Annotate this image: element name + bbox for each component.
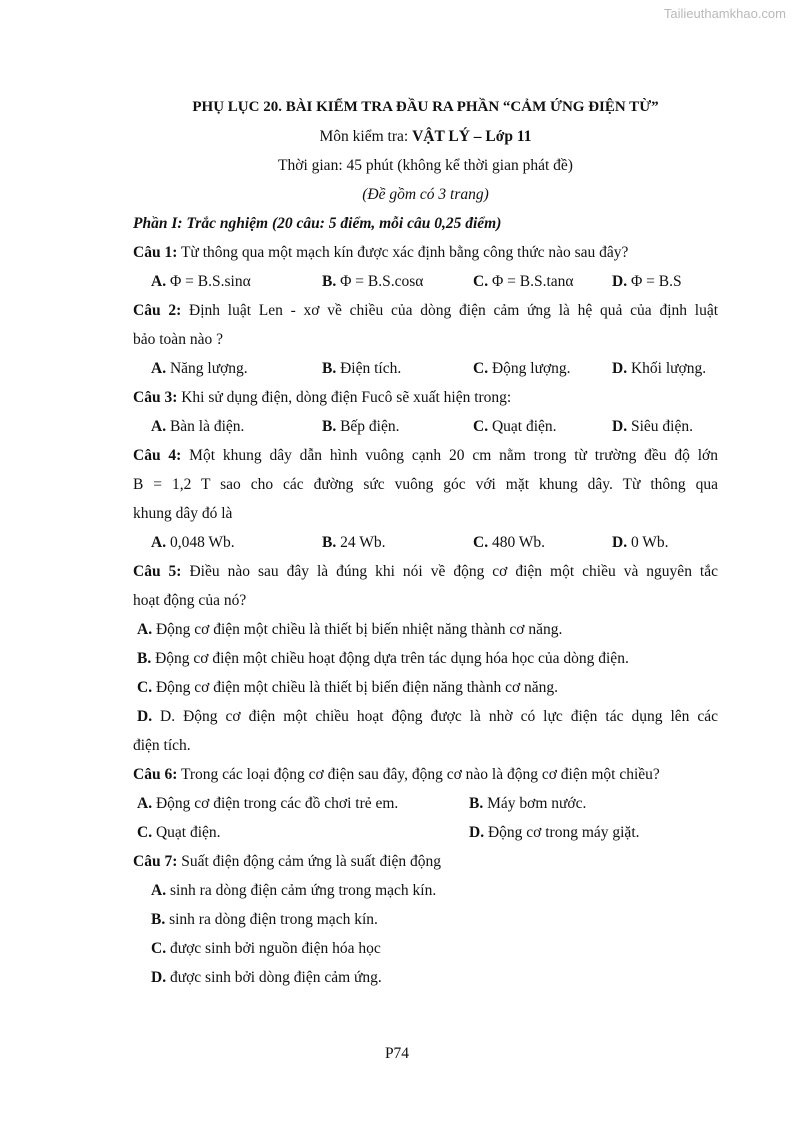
pages-note: (Đề gồm có 3 trang) xyxy=(362,186,489,203)
option-d: D. Φ = B.S xyxy=(612,273,682,290)
option-b: B. Điện tích. xyxy=(322,360,402,377)
question-text: Từ thông qua một mạch kín được xác định bằng công thức nào sau đây? xyxy=(177,244,629,261)
option-c: C. Quạt điện. xyxy=(137,824,221,841)
question-7 xyxy=(133,847,718,876)
question-4-continued: B = 1,2 T sao cho các đường sức vuông góc với mặt khung dây. Từ thông qua xyxy=(133,476,718,493)
question-label: Câu 7: xyxy=(133,853,178,870)
question-6-options-row-2 xyxy=(133,818,718,847)
page-number: P74 xyxy=(384,1045,410,1062)
subject-line xyxy=(133,122,718,151)
question-text: Suất điện động cảm ứng là suất điện động xyxy=(177,853,442,870)
question-6 xyxy=(133,760,718,789)
option-a: A. Động cơ điện một chiều là thiết bị biến nhiệt năng thành cơ năng. xyxy=(137,621,563,638)
option-a: A. Năng lượng. xyxy=(151,360,248,377)
option-a: A. Φ = B.S.sinα xyxy=(151,273,251,290)
document-title: PHỤ LỤC 20. BÀI KIỂM TRA ĐẦU RA PHẦN “CẢM ỨNG ĐIỆN TỪ” xyxy=(192,99,659,115)
question-4 xyxy=(133,441,718,470)
option-d: D. Siêu điện. xyxy=(612,418,693,435)
question-6-options-row-1 xyxy=(133,789,718,818)
question-text: Định luật Len - xơ về chiều của dòng điện cảm ứng là hệ quả của định luật xyxy=(181,302,719,319)
question-4-continued-2: khung dây đó là xyxy=(133,505,233,522)
option-d-continued: điện tích. xyxy=(133,737,191,754)
question-1-options xyxy=(133,267,718,296)
question-label: Câu 6: xyxy=(133,766,178,783)
option-c: C. Động cơ điện một chiều là thiết bị biến điện năng thành cơ năng. xyxy=(137,679,559,696)
watermark: Tailieuthamkhao.com xyxy=(663,6,786,21)
question-label: Câu 3: xyxy=(133,389,178,406)
option-a: A. sinh ra dòng điện cảm ứng trong mạch kín. xyxy=(151,882,437,899)
question-text: Trong các loại động cơ điện sau đây, động cơ nào là động cơ điện một chiều? xyxy=(177,766,660,783)
question-5-continued: hoạt động của nó? xyxy=(133,592,247,609)
section-heading: Phần I: Trắc nghiệm (20 câu: 5 điểm, mỗi câu 0,25 điểm) xyxy=(133,215,502,232)
option-c: C. 480 Wb. xyxy=(473,534,546,551)
option-d: D. D. Động cơ điện một chiều hoạt động được là nhờ có lực điện tác dụng lên các xyxy=(137,708,718,725)
option-c: C. được sinh bởi nguồn điện hóa học xyxy=(151,940,381,957)
option-d: D. 0 Wb. xyxy=(612,534,669,551)
question-label: Câu 2: xyxy=(133,302,182,319)
subject-name: VẬT LÝ – Lớp 11 xyxy=(412,128,532,145)
option-c: C. Quạt điện. xyxy=(473,418,557,435)
question-text: Một khung dây dẫn hình vuông cạnh 20 cm nằm trong từ trường đều độ lớn xyxy=(181,447,718,464)
question-2-options xyxy=(133,354,718,383)
time-line: Thời gian: 45 phút (không kể thời gian phát đề) xyxy=(278,157,573,174)
question-label: Câu 5: xyxy=(133,563,182,580)
question-text: Điều nào sau đây là đúng khi nói về động cơ điện một chiều và nguyên tắc xyxy=(181,563,718,580)
option-b: B. Φ = B.S.cosα xyxy=(322,273,424,290)
question-label: Câu 1: xyxy=(133,244,178,261)
question-3-options xyxy=(133,412,718,441)
option-b: B. 24 Wb. xyxy=(322,534,386,551)
option-b: B. Bếp điện. xyxy=(322,418,400,435)
option-a: A. Động cơ điện trong các đồ chơi trẻ em. xyxy=(137,795,399,812)
option-d: D. được sinh bởi dòng điện cảm ứng. xyxy=(151,969,382,986)
question-3 xyxy=(133,383,718,412)
option-a: A. Bàn là điện. xyxy=(151,418,245,435)
option-b: B. Động cơ điện một chiều hoạt động dựa trên tác dụng hóa học của dòng điện. xyxy=(137,650,629,667)
option-b: B. sinh ra dòng điện trong mạch kín. xyxy=(151,911,378,928)
document-page xyxy=(133,93,718,992)
question-2-continued: bảo toàn nào ? xyxy=(133,331,223,348)
option-d: D. Khối lượng. xyxy=(612,360,707,377)
question-5 xyxy=(133,557,718,586)
option-d: D. Động cơ trong máy giặt. xyxy=(469,824,640,841)
subject-prefix: Môn kiểm tra: xyxy=(319,128,413,145)
question-4-options xyxy=(133,528,718,557)
option-c: C. Động lượng. xyxy=(473,360,571,377)
option-c: C. Φ = B.S.tanα xyxy=(473,273,574,290)
option-a: A. 0,048 Wb. xyxy=(151,534,235,551)
question-1 xyxy=(133,238,718,267)
question-2 xyxy=(133,296,718,325)
question-label: Câu 4: xyxy=(133,447,182,464)
option-b: B. Máy bơm nước. xyxy=(469,795,587,812)
question-text: Khi sử dụng điện, dòng điện Fucô sẽ xuất hiện trong: xyxy=(177,389,512,406)
